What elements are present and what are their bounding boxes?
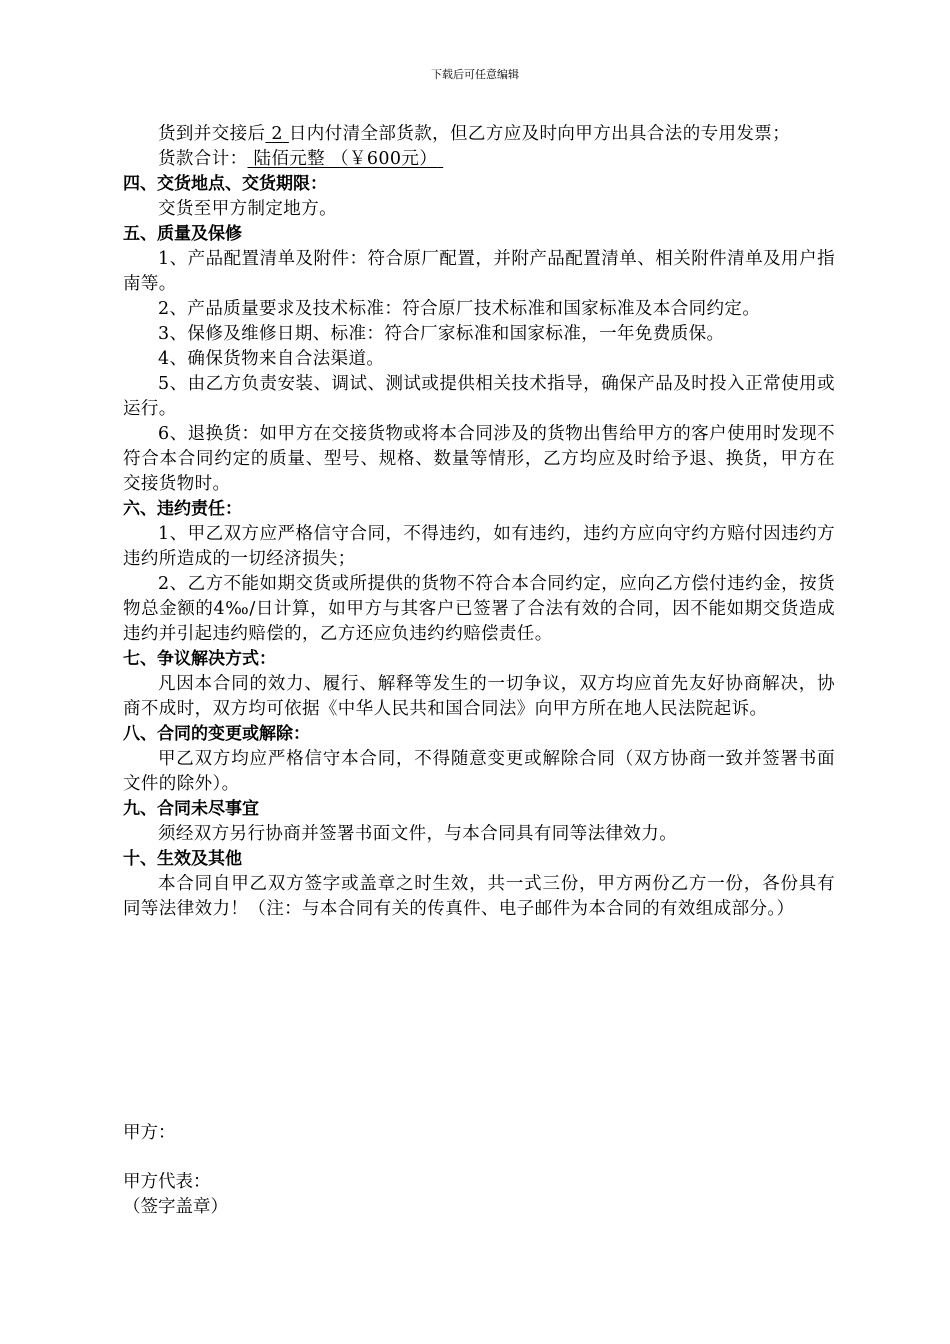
section-5-item: 2、产品质量要求及技术标准：符合原厂技术标准和国家标准及本合同约定。 [158,299,761,319]
section-5-item: 3、保修及维修日期、标准：符合厂家标准和国家标准，一年免费质保。 [158,324,725,344]
payment-terms-paragraph [123,122,835,147]
section-7-heading: 七、争议解决方式： [123,649,276,669]
party-a-representative-label: 甲方代表： [123,1172,211,1192]
contract-body [123,122,835,922]
section-6-item: 1、甲乙双方应严格信守合同，不得违约，如有违约，违约方应向守约方赔付因违约方违约所造成的一切经济损失； [123,524,835,569]
section-9-paragraph: 须经双方另行协商并签署书面文件，与本合同具有同等法律效力。 [158,824,678,844]
section-8-heading: 八、合同的变更或解除： [123,724,310,744]
section-5-item: 1、产品配置清单及附件：符合原厂配置，并附产品配置清单、相关附件清单及用户指南等。 [123,249,835,294]
section-5-item: 4、确保货物来自合法渠道。 [158,349,385,369]
section-5-heading: 五、质量及保修 [123,224,242,244]
signature-seal-note: （签字盖章） [123,1197,228,1217]
section-6-item: 2、乙方不能如期交货或所提供的货物不符合本合同约定，应向乙方偿付违约金，按货物总金额的4‰/日计算，如甲方与其客户已签署了合法有效的合同，因不能如期交货造成违约并引起违约赔偿的，乙方还应负违约约赔偿责任。 [123,574,835,644]
section-8-paragraph: 甲乙双方均应严格信守本合同，不得随意变更或解除合同（双方协商一致并签署书面文件的除外）。 [123,749,835,794]
section-6-heading: 六、违约责任： [123,499,242,519]
section-5-item: 6、退换货：如甲方在交接货物或将本合同涉及的货物出售给甲方的客户使用时发现不符合本合同约定的质量、型号、规格、数量等情形，乙方均应及时给予退、换货，甲方在交接货物时。 [123,424,835,494]
payment-terms-pre: 货到并交接后 [158,124,266,144]
payment-total-value: 陆佰元整 （￥600元） [253,149,438,169]
section-4-heading: 四、交货地点、交货期限： [123,174,327,194]
payment-total-label: 货款合计： [158,149,248,169]
section-9-heading: 九、合同未尽事宜 [123,799,259,819]
section-4-paragraph: 交货至甲方制定地方。 [158,199,337,219]
payment-total [123,147,835,172]
section-5-item: 5、由乙方负责安装、调试、测试或提供相关技术指导，确保产品及时投入正常使用或运行。 [123,374,835,419]
section-10-heading: 十、生效及其他 [123,849,242,869]
payment-terms-post: 日内付清全部货款，但乙方应及时向甲方出具合法的专用发票； [288,124,791,144]
page-header-note: 下载后可任意编辑 [431,68,519,81]
section-7-paragraph: 凡因本合同的效力、履行、解释等发生的一切争议，双方均应首先友好协商解决，协商不成时，双方均可依据《中华人民共和国合同法》向甲方所在地人民法院起诉。 [123,674,835,719]
party-a-label: 甲方： [123,1123,176,1143]
section-10-paragraph: 本合同自甲乙双方签字或盖章之时生效，共一式三份，甲方两份乙方一份，各份具有同等法律效力！（注：与本合同有关的传真件、电子邮件为本合同的有效组成部分。） [123,874,835,919]
payment-days: 2 [271,124,283,144]
